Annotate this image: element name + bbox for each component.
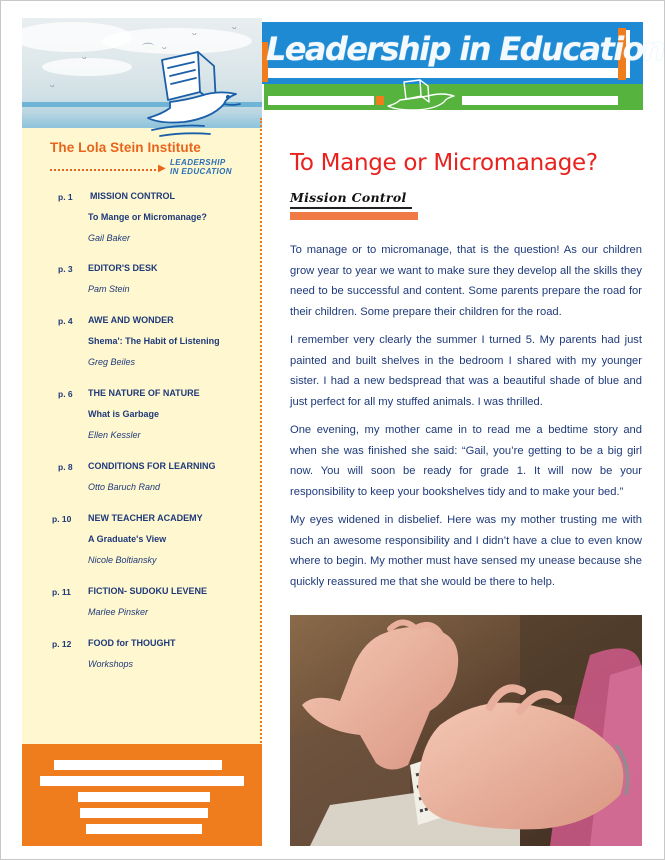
masthead-title: Leadership in Education (266, 30, 665, 68)
toc-page-number: p. 4 (58, 316, 73, 326)
toc-page-number: p. 1 (58, 192, 73, 202)
footer-bar (86, 824, 202, 834)
toc-page-number: p. 8 (58, 462, 73, 472)
footer-bar (80, 808, 208, 818)
sidebar-footer-block (22, 744, 262, 846)
section-accent-bar (290, 212, 418, 220)
institute-brand (50, 140, 250, 181)
article-paragraph: My eyes widened in disbelief. Here was my mother trusting me with such an awesome responsibility and I didn’t have a clue to even know where to begin. My mother must have sensed my unease because she quickly reassured me that she would be there to help. (290, 514, 642, 588)
article-paragraph: I remember very clearly the summer I turned 5. My parents had just painted and built shelves in the bedroom I shared with my younger sister. I had a new bedspread that was a beautiful shade of blue and just perfect for all my stuffed animals. I was thrilled. (290, 334, 642, 408)
article-paragraph: To manage or to micromanage, that is the question! As our children grow year to year we want to make sure they develop all the skills they need to be successful and content. Some parents prepare the road for their children. Some prepare their children for the road. (290, 244, 642, 318)
sky-banner: ⌒ ᵕ ᵕ ᵕ ᵕ ᵕ (22, 18, 262, 128)
toc-section: FICTION- SUDOKU LEVENE (88, 586, 208, 596)
toc-page-number: p. 12 (52, 639, 72, 649)
sidebar (22, 18, 262, 846)
toc-entry[interactable] (22, 636, 262, 676)
toc-author: Marlee Pinsker (88, 607, 149, 617)
toc-page-number: p. 6 (58, 389, 73, 399)
footer-bar (40, 776, 244, 786)
article-title: To Mange or Micromanage? (290, 150, 598, 176)
footer-bar (54, 760, 222, 770)
toc-section: MISSION CONTROL (90, 191, 175, 201)
toc-title: A Graduate's View (88, 534, 167, 544)
toc-entry[interactable] (22, 188, 262, 248)
article-section-label: Mission Control (290, 190, 407, 205)
masthead (262, 22, 665, 112)
toc-section: AWE AND WONDER (88, 315, 174, 325)
institute-tagline: LEADERSHIP IN EDUCATION (170, 158, 232, 176)
toc-section: FOOD for THOUGHT (88, 638, 176, 648)
dove-book-icon (380, 78, 460, 112)
toc-author: Ellen Kessler (88, 430, 141, 440)
toc-page-number: p. 3 (58, 264, 73, 274)
toc-entry[interactable] (22, 584, 262, 624)
toc-author: Greg Beiles (88, 357, 136, 367)
institute-name: The Lola Stein Institute (50, 140, 201, 155)
toc-title: To Mange or Micromanage? (88, 212, 207, 222)
toc-title: Shema': The Habit of Listening (88, 336, 220, 346)
toc-author: Gail Baker (88, 233, 131, 243)
section-underline (290, 207, 412, 209)
brand-dotted-rule (50, 169, 160, 171)
toc-entry[interactable] (22, 313, 262, 373)
toc-section: THE NATURE OF NATURE (88, 388, 200, 398)
toc-section: NEW TEACHER ACADEMY (88, 513, 203, 523)
column-divider (260, 118, 262, 846)
toc-title: What is Garbage (88, 409, 160, 419)
footer-bar (78, 792, 210, 802)
toc-author: Workshops (88, 659, 134, 669)
toc-entry[interactable] (22, 459, 262, 499)
toc-entry[interactable] (22, 511, 262, 571)
toc-page-number: p. 10 (52, 514, 72, 524)
toc-entry[interactable] (22, 386, 262, 446)
toc-entry[interactable] (22, 261, 262, 301)
toc-section: CONDITIONS FOR LEARNING (88, 461, 216, 471)
toc-section: EDITOR'S DESK (88, 263, 158, 273)
toc-author: Otto Baruch Rand (88, 482, 161, 492)
article-photo (290, 615, 642, 846)
article-paragraph: One evening, my mother came in to read me a bedtime story and when she was finished she said: “Gail, you’re getting to be a big girl now. You will soon be ready for grade 1. It will now be your responsibility to keep your bookshelves tidy and to make your bed.” (290, 424, 642, 498)
dove-book-icon (140, 48, 244, 143)
toc-author: Nicole Boltiansky (88, 555, 157, 565)
article-body (290, 240, 642, 600)
arrow-right-icon: ▶ (158, 163, 166, 174)
toc-author: Pam Stein (88, 284, 130, 294)
toc-page-number: p. 11 (52, 587, 71, 597)
